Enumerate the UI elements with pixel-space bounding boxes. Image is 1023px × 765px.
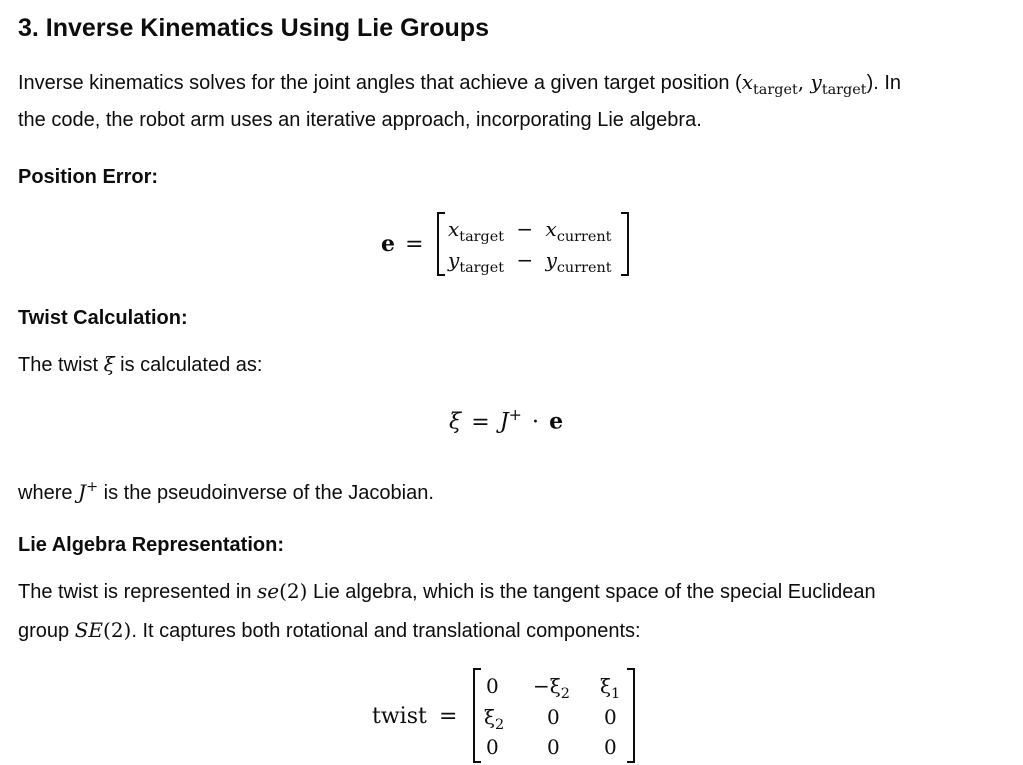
matrix-cell-2-2: 0 (604, 735, 617, 759)
error-lhs: e = (381, 231, 424, 257)
matrix-cell-2-1: 0 (547, 735, 560, 759)
matrix-cell-0-1: $-\xi_2$ (533, 674, 570, 703)
error-row-1: $x_{target} - x_{current}$ (448, 217, 612, 246)
matrix-cell-0-2: $\xi_1$ (600, 674, 621, 703)
target-x-symbol: $x_{target}$ (741, 70, 798, 99)
target-y-symbol: $y_{target}$ (810, 70, 867, 99)
pseudoinverse-text: where J+ is the pseudoinverse of the Jacobian. (18, 479, 434, 504)
lie-algebra-line-1: The twist is represented in se(2) Lie algebra, which is the tangent space of the special Euclidean (18, 579, 876, 603)
error-vector (437, 212, 629, 276)
comma: , (797, 70, 811, 94)
intro-line-2: the code, the robot arm uses an iterative approach, incorporating Lie algebra. (18, 109, 702, 131)
matrix-cell-0-0: 0 (486, 674, 499, 698)
twist-calculation-heading: Twist Calculation: (18, 307, 188, 329)
matrix-cell-1-0: $\xi_2$ (484, 705, 505, 734)
intro-text-b: ). In (866, 72, 902, 94)
twist-calc-text: The twist ξ is calculated as: (18, 352, 263, 376)
xi-symbol: ξ (103, 352, 115, 376)
matrix-cell-1-2: 0 (604, 705, 617, 729)
twist-matrix (473, 668, 635, 763)
matrix-cell-1-1: 0 (547, 705, 560, 729)
section-heading: 3. Inverse Kinematics Using Lie Groups (18, 14, 489, 42)
twist-equation: ξ = J+ · e (449, 405, 564, 435)
position-error-heading: Position Error: (18, 166, 159, 188)
matrix-cell-2-0: 0 (486, 735, 499, 759)
intro-text-a: Inverse kinematics solves for the joint angles that achieve a given target position ( (18, 72, 742, 94)
error-row-2: $y_{target} - y_{current}$ (448, 248, 612, 277)
lie-algebra-line-2: group SE(2). It captures both rotational and translational components: (18, 618, 641, 642)
twist-matrix-lhs: twist = (372, 704, 458, 729)
lie-algebra-heading: Lie Algebra Representation: (18, 534, 284, 556)
